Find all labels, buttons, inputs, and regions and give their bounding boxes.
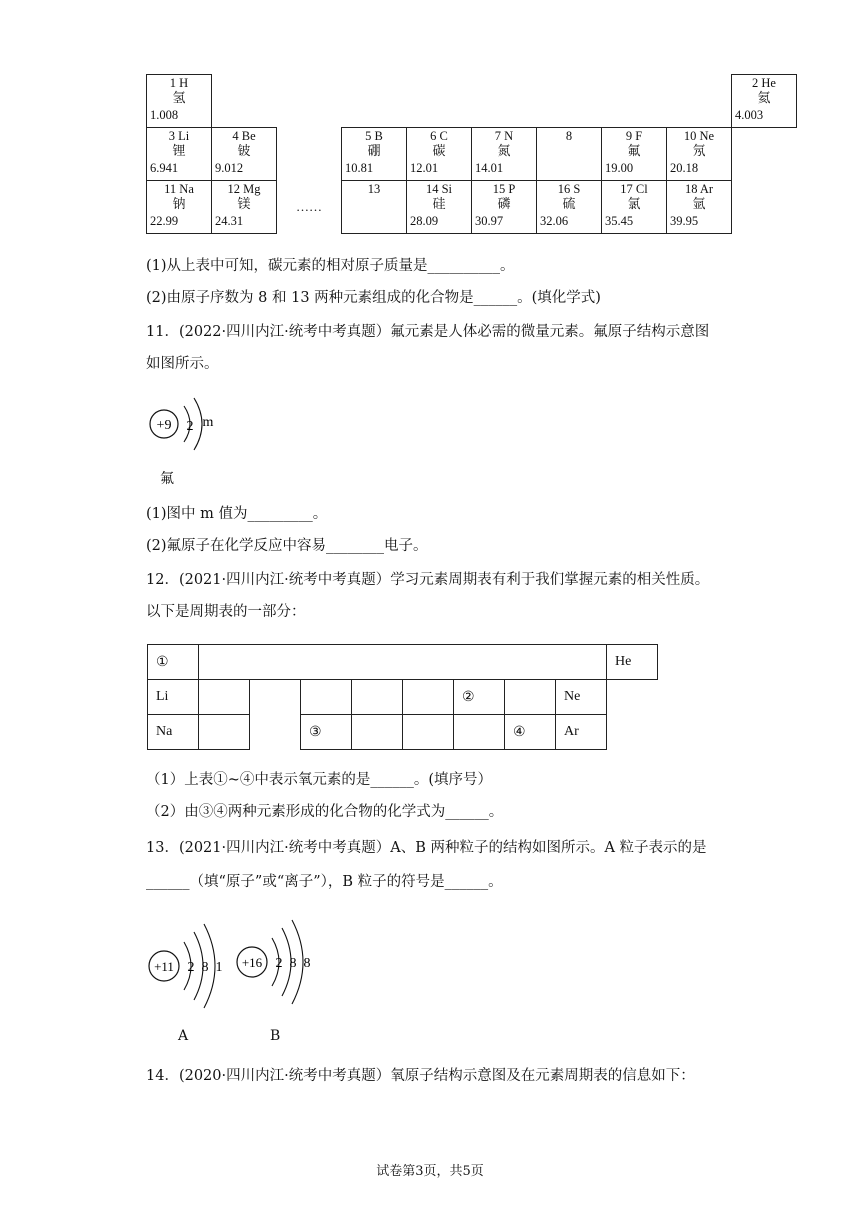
q11-part2: (2)氟原子在化学反应中容易________电子。: [146, 538, 428, 554]
svg-text:8: 8: [201, 960, 209, 975]
cell-ne: Ne: [556, 680, 607, 715]
element-cell-f: 9 F 氟 19.00: [602, 128, 667, 181]
q13-stem-line1: 13．(2021·四川内江·统考中考真题）A、B 两种粒子的结构如图所示。A 粒子表示的是: [146, 840, 707, 856]
electron-shell-2: [194, 398, 202, 450]
element-cell-b: 5 B 硼 10.81: [342, 128, 407, 181]
periodic-table-blank: [147, 644, 658, 750]
element-cell-he: 2 He 氦 4.003: [732, 75, 797, 128]
cell-he: He: [607, 645, 658, 680]
particle-a-nucleus: +11: [154, 959, 174, 974]
element-cell-cl: 17 Cl 氯 35.45: [602, 181, 667, 234]
q10-part2: (2)由原子序数为 8 和 13 两种元素组成的化合物是______。(填化学式): [146, 290, 601, 306]
shell2-electrons: m: [202, 415, 214, 430]
svg-text:2: 2: [187, 960, 195, 975]
particle-b-label: B: [270, 1028, 281, 1044]
q12-part1: （1）上表①~④中表示氧元素的是______。(填序号）: [146, 772, 493, 788]
q12-stem-line1: 12．(2021·四川内江·统考中考真题）学习元素周期表有利于我们掌握元素的相关性质。: [146, 572, 710, 588]
particle-b-nucleus: +16: [241, 955, 263, 970]
element-cell-be: 4 Be 铍 9.012: [212, 128, 277, 181]
particle-diagrams: [146, 912, 346, 1012]
element-cell-li: 3 Li 锂 6.941: [147, 128, 212, 181]
element-cell-si: 14 Si 硅 28.09: [407, 181, 472, 234]
cell-ar: Ar: [556, 715, 607, 750]
element-cell-ar: 18 Ar 氩 39.95: [667, 181, 732, 234]
element-cell-n: 7 N 氮 14.01: [472, 128, 537, 181]
element-cell-ne: 10 Ne 氖 20.18: [667, 128, 732, 181]
fluorine-caption: 氟: [160, 471, 174, 487]
svg-text:2: 2: [275, 956, 283, 971]
svg-text:1: 1: [215, 960, 223, 975]
cell-marker-1: ①: [148, 645, 199, 680]
page-footer: 试卷第3页，共5页: [376, 1164, 484, 1179]
fluorine-atom-diagram: [146, 384, 256, 464]
q12-stem-line2: 以下是周期表的一部分：: [146, 604, 306, 620]
cell-marker-4: ④: [505, 715, 556, 750]
cell-marker-3: ③: [301, 715, 352, 750]
particle-b-diagram: [237, 920, 311, 1004]
q11-part1: (1)图中 m 值为_________。: [146, 506, 328, 522]
svg-text:8: 8: [303, 956, 311, 971]
ellipsis: ……: [296, 198, 322, 214]
element-cell-c: 6 C 碳 12.01: [407, 128, 472, 181]
cell-li: Li: [148, 680, 199, 715]
shell1-electrons: 2: [186, 419, 194, 434]
q12-part2: （2）由③④两种元素形成的化合物的化学式为______。: [146, 804, 504, 820]
cell-na: Na: [148, 715, 199, 750]
element-cell-p: 15 P 磷 30.97: [472, 181, 537, 234]
q14-stem-line1: 14．(2020·四川内江·统考中考真题）氧原子结构示意图及在元素周期表的信息如下：: [146, 1068, 695, 1084]
periodic-table-excerpt: [146, 74, 797, 234]
cell-marker-2: ②: [454, 680, 505, 715]
q11-stem-line1: 11．(2022·四川内江·统考中考真题）氟元素是人体必需的微量元素。氟原子结构示意图: [146, 324, 710, 340]
svg-text:8: 8: [289, 956, 297, 971]
q13-stem-line2: ______（填“原子”或“离子”），B 粒子的符号是______。: [146, 874, 503, 890]
element-cell-13: 13: [342, 181, 407, 234]
element-cell-s: 16 S 硫 32.06: [537, 181, 602, 234]
q10-part1: (1)从上表中可知，碳元素的相对原子质量是__________。: [146, 258, 515, 274]
particle-a-diagram: [149, 924, 223, 1008]
element-cell-h: 1 H 氢 1.008: [147, 75, 212, 128]
q11-stem-line2: 如图所示。: [146, 356, 219, 372]
particle-a-label: A: [178, 1028, 189, 1044]
element-cell-na: 11 Na 钠 22.99: [147, 181, 212, 234]
nucleus-charge: +9: [156, 418, 172, 433]
element-cell-8: 8: [537, 128, 602, 181]
element-cell-mg: 12 Mg 镁 24.31: [212, 181, 277, 234]
